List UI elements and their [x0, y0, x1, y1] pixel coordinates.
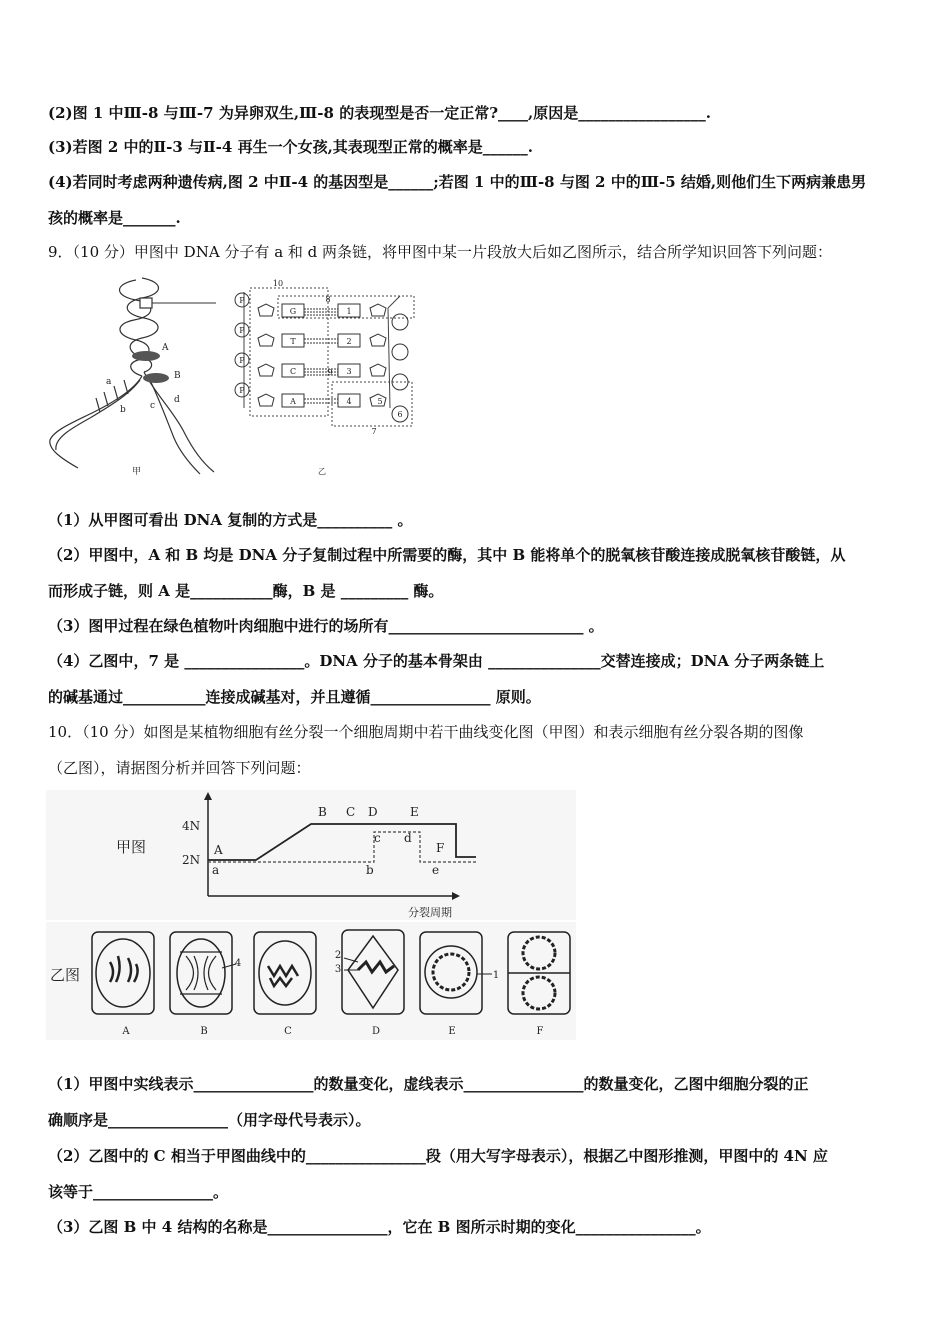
q10-sub1-line2: 确顺序是________________（用字母代号表示）。	[48, 1111, 371, 1129]
cell-letter: E	[448, 1026, 456, 1037]
enzyme-b-icon	[143, 373, 169, 383]
y-tick-4n: 4N	[182, 819, 201, 833]
callout-2: 2	[334, 950, 342, 961]
base-left: A	[290, 397, 296, 406]
cell-letter: F	[536, 1026, 544, 1037]
base-right: 4	[346, 397, 352, 406]
q9-sub4-line1: （4）乙图中，7 是 ________________。DNA 分子的基本骨架由 _______________交替连接成；DNA 分子两条链上	[48, 652, 825, 670]
point-c: c	[374, 831, 381, 845]
callout-1: 1	[492, 970, 500, 981]
label-b: b	[120, 405, 126, 415]
q9-sub2-line2: 而形成子链，则 A 是___________酶，B 是 _________ 酶。	[48, 582, 444, 600]
label-6: 6	[397, 410, 403, 419]
q10-stem-line1: 10．（10 分）如图是某植物细胞有丝分裂一个细胞周期中若干曲线变化图（甲图）和表示细胞有丝分裂各期的图像	[48, 723, 804, 741]
callout-3: 3	[334, 964, 342, 975]
base-left: T	[290, 337, 296, 346]
figure-yi-caption: 乙	[318, 467, 326, 476]
q8-part4-line1: (4)若同时考虑两种遗传病,图 2 中Ⅱ-4 的基因型是______;若图 1 中的Ⅲ-8 与图 2 中的Ⅲ-5 结婚,则他们生下两病兼患男	[48, 173, 867, 191]
x-axis-label: 分裂周期	[408, 906, 452, 919]
q10-sub2-line2: 该等于________________。	[48, 1183, 229, 1201]
point-e: e	[432, 863, 440, 877]
label-7: 7	[371, 427, 377, 436]
q10-sub3: （3）乙图 B 中 4 结构的名称是________________，它在 B 图所示时期的变化________________。	[48, 1218, 711, 1236]
label-A: A	[162, 343, 169, 353]
mitosis-curve-graph	[46, 790, 576, 920]
y-tick-2n: 2N	[182, 853, 201, 867]
label-a: a	[106, 377, 112, 387]
graph-title: 甲图	[116, 838, 147, 856]
q9-sub3: （3）图甲过程在绿色植物叶肉细胞中进行的场所有__________________________ 。	[48, 617, 604, 635]
q9-sub1: （1）从甲图可看出 DNA 复制的方式是__________ 。	[48, 511, 413, 529]
cell-letter: D	[371, 1026, 381, 1037]
phosphate-label: P	[239, 326, 245, 335]
phosphate-label: P	[239, 296, 245, 305]
label-c: c	[150, 401, 156, 411]
label-9: 9	[327, 368, 333, 377]
base-right: 1	[346, 307, 352, 316]
q10-sub2-line1: （2）乙图中的 C 相当于甲图曲线中的________________段（用大写字母表示），根据乙中图形推测，甲图中的 4N 应	[48, 1147, 828, 1165]
enzyme-a-icon	[132, 351, 160, 361]
cell-letter: C	[284, 1026, 292, 1037]
label-8: 8	[325, 295, 331, 304]
point-B: B	[318, 805, 327, 819]
figure-jia-caption: 甲	[132, 467, 142, 477]
q10-sub1-line1: （1）甲图中实线表示________________的数量变化，虚线表示________________的数量变化，乙图中细胞分裂的正	[48, 1075, 809, 1093]
q8-part4-line2: 孩的概率是_______.	[48, 209, 181, 227]
phosphate-label: P	[239, 386, 245, 395]
point-F: F	[436, 841, 445, 855]
label-5: 5	[377, 397, 383, 406]
point-a: a	[212, 863, 220, 877]
label-10: 10	[272, 279, 284, 288]
point-C: C	[346, 805, 356, 819]
label-B: B	[174, 371, 181, 381]
base-left: C	[289, 367, 297, 376]
q9-sub4-line2: 的碱基通过___________连接成碱基对，并且遵循________________ 原则。	[48, 688, 541, 706]
q9-sub2-line1: （2）甲图中，A 和 B 均是 DNA 分子复制过程中所需要的酶，其中 B 能将单个的脱氧核苷酸连接成脱氧核苷酸链，从	[48, 546, 846, 564]
callout-4: 4	[234, 958, 242, 969]
point-E: E	[410, 805, 419, 819]
q8-part2: (2)图 1 中Ⅲ-8 与Ⅲ-7 为异卵双生,Ⅲ-8 的表现型是否一定正常?____,原因是_________________.	[48, 104, 711, 122]
q8-part3: (3)若图 2 中的Ⅱ-3 与Ⅱ-4 再生一个女孩,其表现型正常的概率是______.	[48, 138, 534, 156]
point-A: A	[214, 843, 223, 857]
cell-letter: A	[122, 1026, 130, 1037]
dna-structure-figure	[230, 278, 420, 478]
label-d: d	[174, 395, 180, 405]
mitosis-cell-images	[46, 922, 576, 1040]
q9-stem: 9．（10 分）甲图中 DNA 分子有 a 和 d 两条链，将甲图中某一片段放大后如乙图所示，结合所学知识回答下列问题：	[48, 243, 833, 261]
point-D: D	[368, 805, 378, 819]
base-right: 3	[346, 367, 352, 376]
phosphate-label: P	[239, 356, 245, 365]
q10-stem-line2: （乙图），请据图分析并回答下列问题：	[48, 759, 311, 777]
dna-replication-figure	[44, 272, 230, 482]
base-right: 2	[346, 337, 352, 346]
base-left: G	[289, 307, 297, 316]
point-b: b	[366, 863, 374, 877]
point-d: d	[404, 831, 412, 845]
cell-letter: B	[200, 1026, 208, 1037]
cells-title: 乙图	[50, 966, 81, 984]
